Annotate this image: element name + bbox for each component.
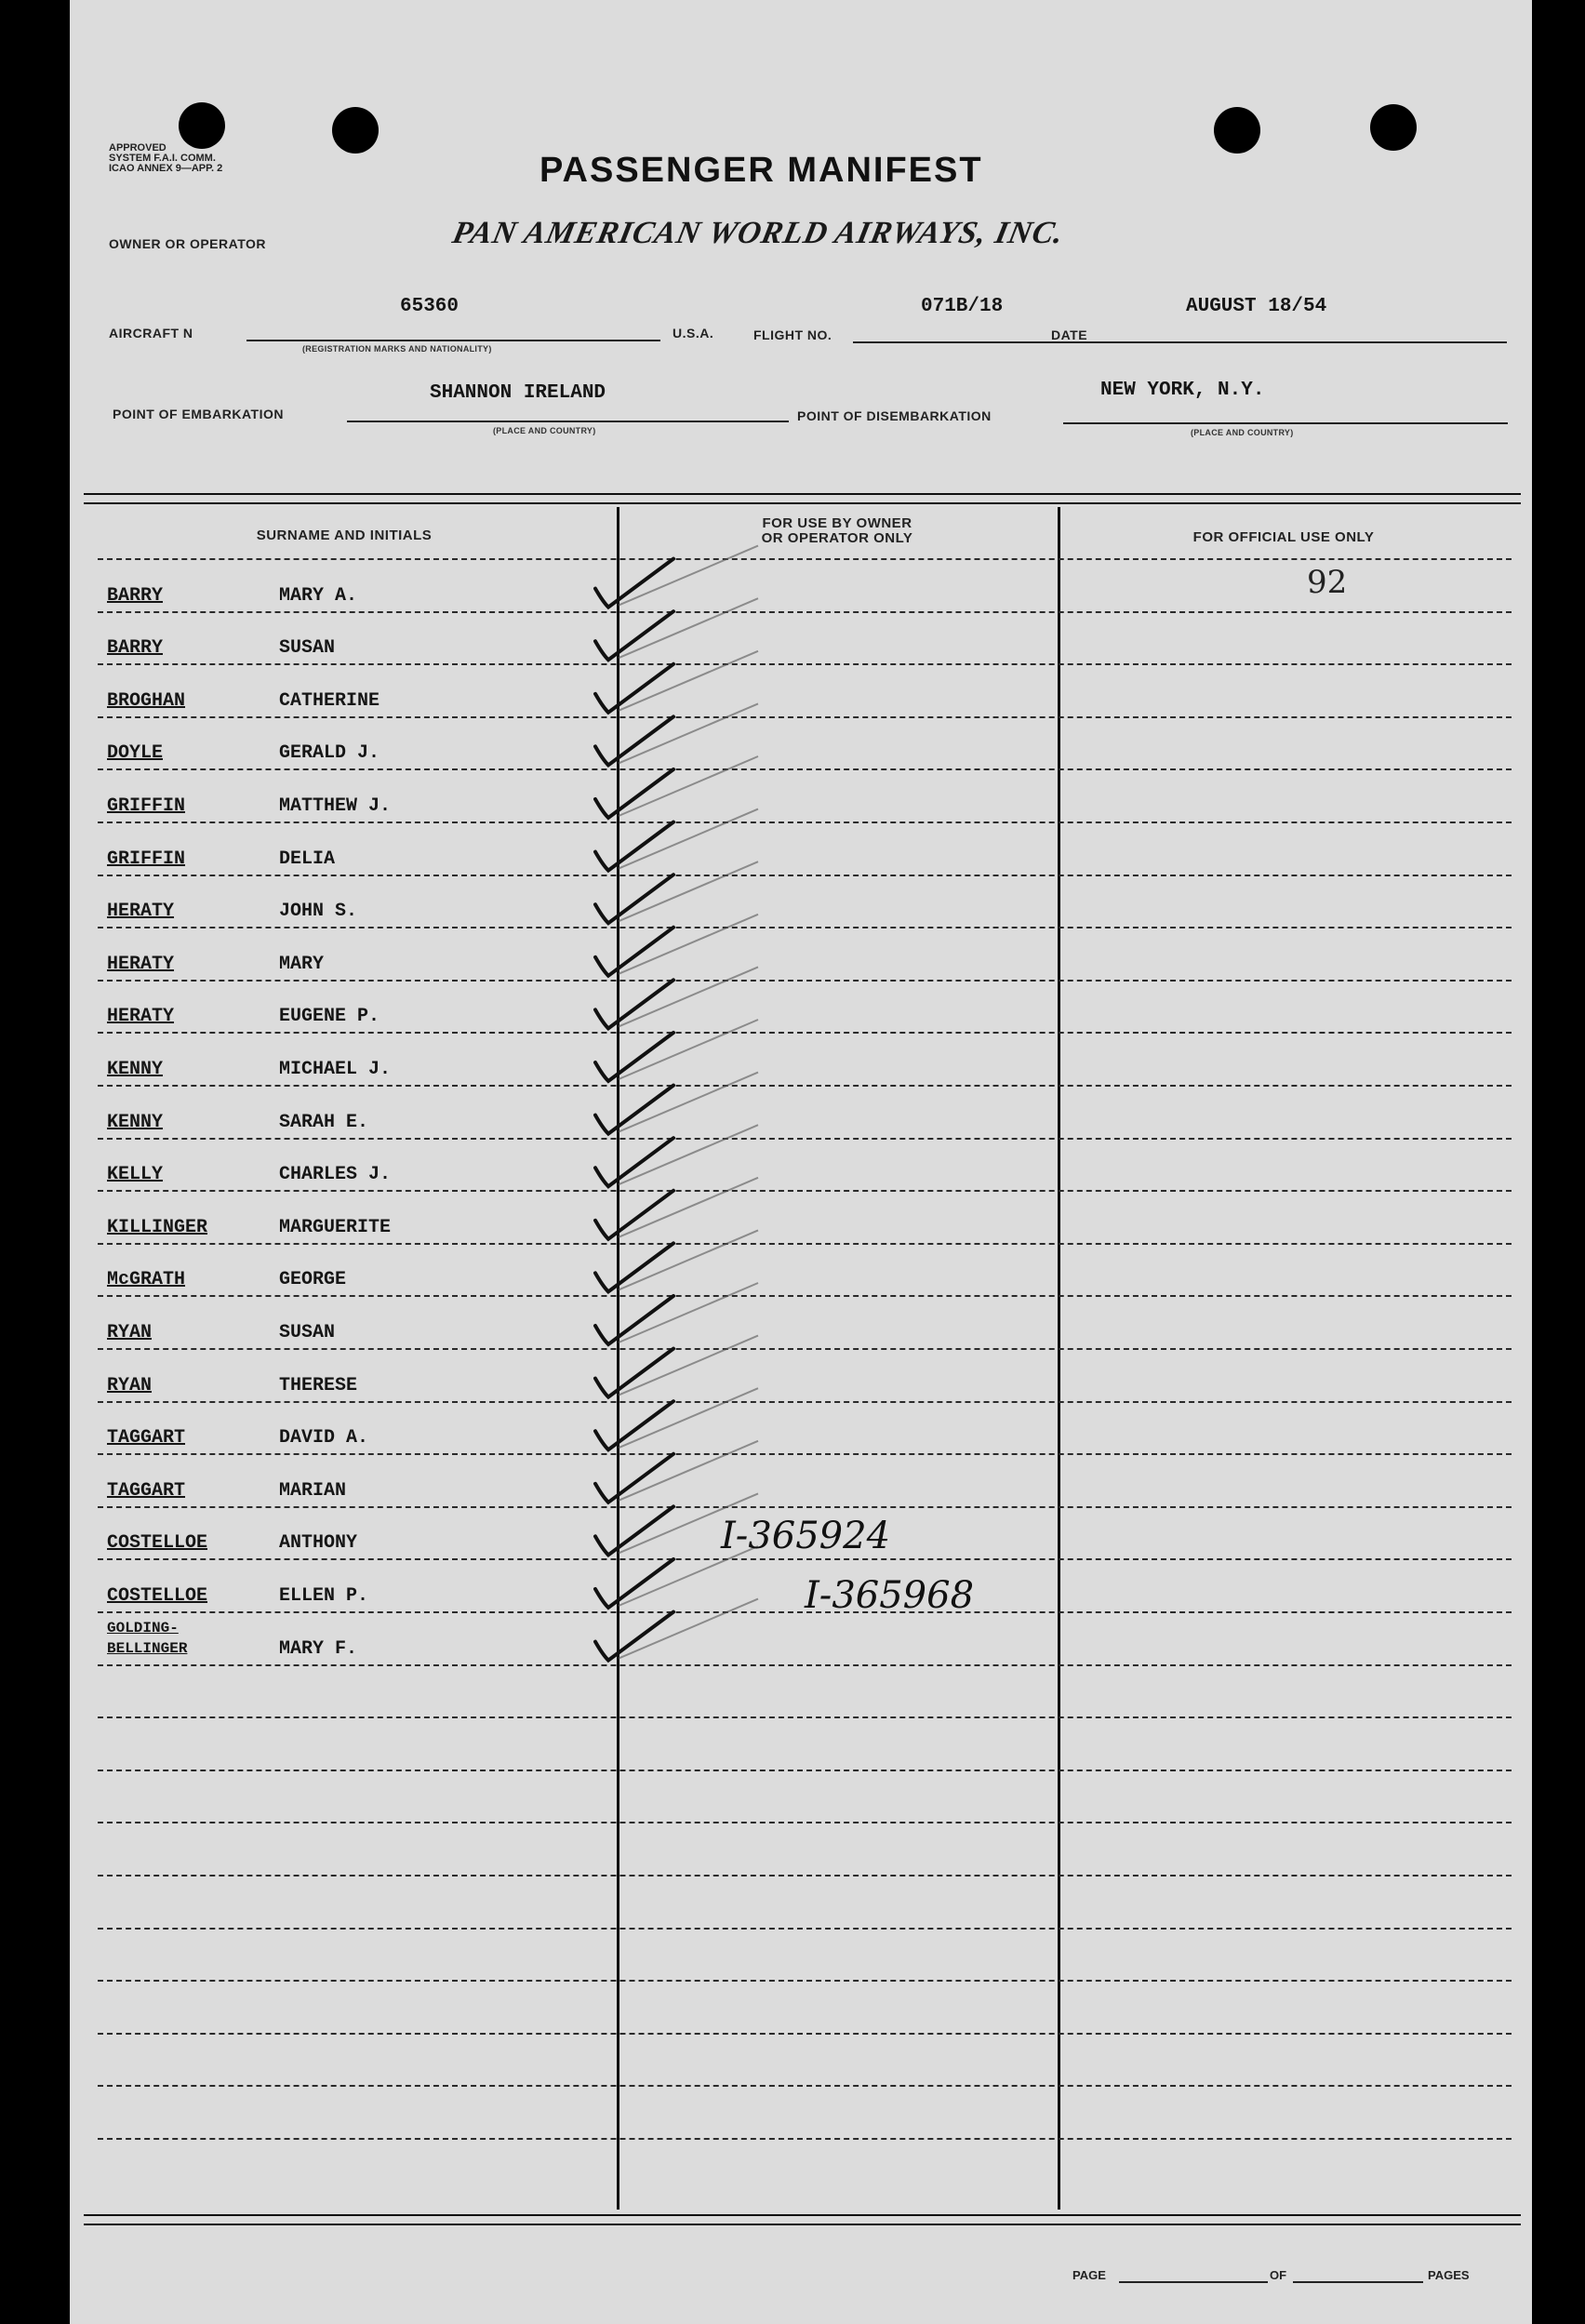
passenger-given-names: THERESE: [279, 1374, 358, 1396]
check-mark-tail: [619, 651, 758, 711]
passenger-given-names: MATTHEW J.: [279, 795, 392, 817]
check-mark: [595, 1243, 673, 1291]
table-bottom-rule: [84, 2214, 1521, 2225]
passenger-given-names: MARIAN: [279, 1479, 347, 1502]
manifest-page: [70, 0, 1532, 2324]
check-mark-tail: [619, 915, 758, 974]
of-line: [1293, 2281, 1423, 2283]
check-mark: [595, 1612, 673, 1661]
passenger-surname: HERATY: [107, 953, 175, 975]
passenger-given-names: MICHAEL J.: [279, 1059, 392, 1080]
passenger-given-names: GEORGE: [279, 1269, 347, 1291]
check-mark-tail: [619, 703, 758, 763]
passenger-surname: RYAN: [107, 1322, 153, 1343]
check-mark: [595, 980, 673, 1028]
column-header-names: SURNAME AND INITIALS: [256, 528, 433, 543]
check-mark: [595, 611, 673, 660]
passenger-surname: BROGHAN: [107, 689, 186, 712]
date-label: DATE: [1051, 327, 1088, 342]
passenger-surname: GOLDING- BELLINGER: [107, 1619, 188, 1657]
check-mark-tail: [619, 1336, 758, 1396]
approval-note: APPROVED SYSTEM F.A.I. COMM. ICAO ANNEX 9—APP. 2: [109, 142, 223, 174]
check-mark: [595, 928, 673, 976]
passenger-surname: BARRY: [107, 584, 164, 607]
check-mark: [595, 822, 673, 871]
passenger-given-names: EUGENE P.: [279, 1006, 380, 1028]
check-mark-tail: [619, 1073, 758, 1132]
check-mark: [595, 1401, 673, 1449]
check-mark-tail: [619, 1283, 758, 1342]
passenger-surname: GRIFFIN: [107, 795, 186, 817]
passenger-surname: RYAN: [107, 1374, 153, 1396]
embarkation-value: SHANNON IRELAND: [430, 382, 606, 404]
official-number: 92: [1307, 564, 1348, 601]
check-mark: [595, 1506, 673, 1555]
embarkation-label: POINT OF EMBARKATION: [113, 407, 284, 421]
operator-name: PAN AMERICAN WORLD AIRWAYS, INC.: [449, 216, 1068, 250]
passenger-surname: TAGGART: [107, 1479, 186, 1502]
check-mark: [595, 664, 673, 713]
check-mark-tail: [619, 967, 758, 1026]
passenger-given-names: CATHERINE: [279, 689, 380, 712]
check-mark-tail: [619, 1599, 758, 1659]
check-mark: [595, 1086, 673, 1134]
embarkation-sublabel: (PLACE AND COUNTRY): [493, 426, 596, 435]
check-mark-tail: [619, 1230, 758, 1289]
check-mark-tail: [619, 1388, 758, 1448]
disembarkation-value: NEW YORK, N.Y.: [1100, 380, 1265, 401]
passenger-surname: KENNY: [107, 1111, 164, 1133]
passenger-surname: KENNY: [107, 1059, 164, 1080]
check-mark-tail: [619, 1441, 758, 1501]
owner-label: OWNER OR OPERATOR: [109, 236, 266, 251]
nationality: U.S.A.: [673, 326, 714, 341]
passenger-given-names: SUSAN: [279, 637, 336, 660]
check-mark: [595, 1559, 673, 1608]
check-mark: [595, 1296, 673, 1344]
check-mark-tail: [619, 1178, 758, 1237]
column-header-owner-use: FOR USE BY OWNER OR OPERATOR ONLY: [761, 515, 913, 546]
check-mark-tail: [619, 1125, 758, 1184]
flight-label: FLIGHT NO.: [753, 327, 832, 342]
passenger-given-names: GERALD J.: [279, 742, 380, 765]
handwritten-number: I-365968: [805, 1574, 975, 1617]
passenger-given-names: JOHN S.: [279, 901, 358, 923]
passenger-given-names: DELIA: [279, 848, 336, 870]
pages-label: PAGES: [1428, 2268, 1470, 2282]
check-mark-tail: [619, 1020, 758, 1079]
passenger-given-names: MARGUERITE: [279, 1216, 392, 1238]
passenger-surname: COSTELLOE: [107, 1585, 208, 1607]
check-mark-tail: [619, 598, 758, 658]
disembarkation-sublabel: (PLACE AND COUNTRY): [1191, 428, 1294, 437]
page-line: [1119, 2281, 1268, 2283]
check-mark: [595, 1033, 673, 1081]
passenger-surname: HERATY: [107, 901, 175, 923]
check-mark: [595, 1191, 673, 1239]
check-mark: [595, 1349, 673, 1397]
passenger-surname: BARRY: [107, 637, 164, 660]
check-mark: [595, 1138, 673, 1186]
aircraft-sublabel: (REGISTRATION MARKS AND NATIONALITY): [302, 344, 492, 354]
passenger-surname: GRIFFIN: [107, 848, 186, 870]
disembarkation-label: POINT OF DISEMBARKATION: [797, 408, 992, 423]
check-mark-tail: [619, 546, 758, 606]
passenger-given-names: SARAH E.: [279, 1111, 369, 1133]
passenger-given-names: MARY F.: [279, 1637, 358, 1660]
aircraft-label: AIRCRAFT N: [109, 326, 193, 341]
passenger-given-names: CHARLES J.: [279, 1164, 392, 1186]
passenger-given-names: ELLEN P.: [279, 1585, 369, 1607]
passenger-surname: TAGGART: [107, 1427, 186, 1449]
check-mark-tail: [619, 861, 758, 921]
check-mark: [595, 769, 673, 818]
of-label: OF: [1270, 2268, 1287, 2282]
passenger-surname: HERATY: [107, 1006, 175, 1028]
page-title: PASSENGER MANIFEST: [539, 151, 983, 190]
passenger-given-names: DAVID A.: [279, 1427, 369, 1449]
passenger-surname: KELLY: [107, 1164, 164, 1186]
passenger-surname: McGRATH: [107, 1269, 186, 1291]
check-mark: [595, 875, 673, 923]
passenger-surname: KILLINGER: [107, 1216, 208, 1238]
check-mark-tail: [619, 809, 758, 869]
check-mark: [595, 1454, 673, 1503]
page-label: PAGE: [1072, 2268, 1106, 2282]
check-marks: [70, 0, 1532, 2324]
passenger-given-names: ANTHONY: [279, 1532, 358, 1555]
passenger-given-names: MARY: [279, 953, 325, 975]
date-value: AUGUST 18/54: [1186, 296, 1327, 317]
handwritten-number: I-365924: [721, 1515, 891, 1557]
passenger-surname: DOYLE: [107, 742, 164, 765]
passenger-given-names: SUSAN: [279, 1322, 336, 1343]
passenger-surname: COSTELLOE: [107, 1532, 208, 1555]
check-mark: [595, 716, 673, 765]
check-mark: [595, 559, 673, 608]
flight-value: 071B/18: [921, 296, 1004, 317]
aircraft-value: 65360: [400, 296, 460, 317]
column-header-official-use: FOR OFFICIAL USE ONLY: [1192, 529, 1375, 545]
passenger-given-names: MARY A.: [279, 584, 358, 607]
check-mark-tail: [619, 756, 758, 816]
